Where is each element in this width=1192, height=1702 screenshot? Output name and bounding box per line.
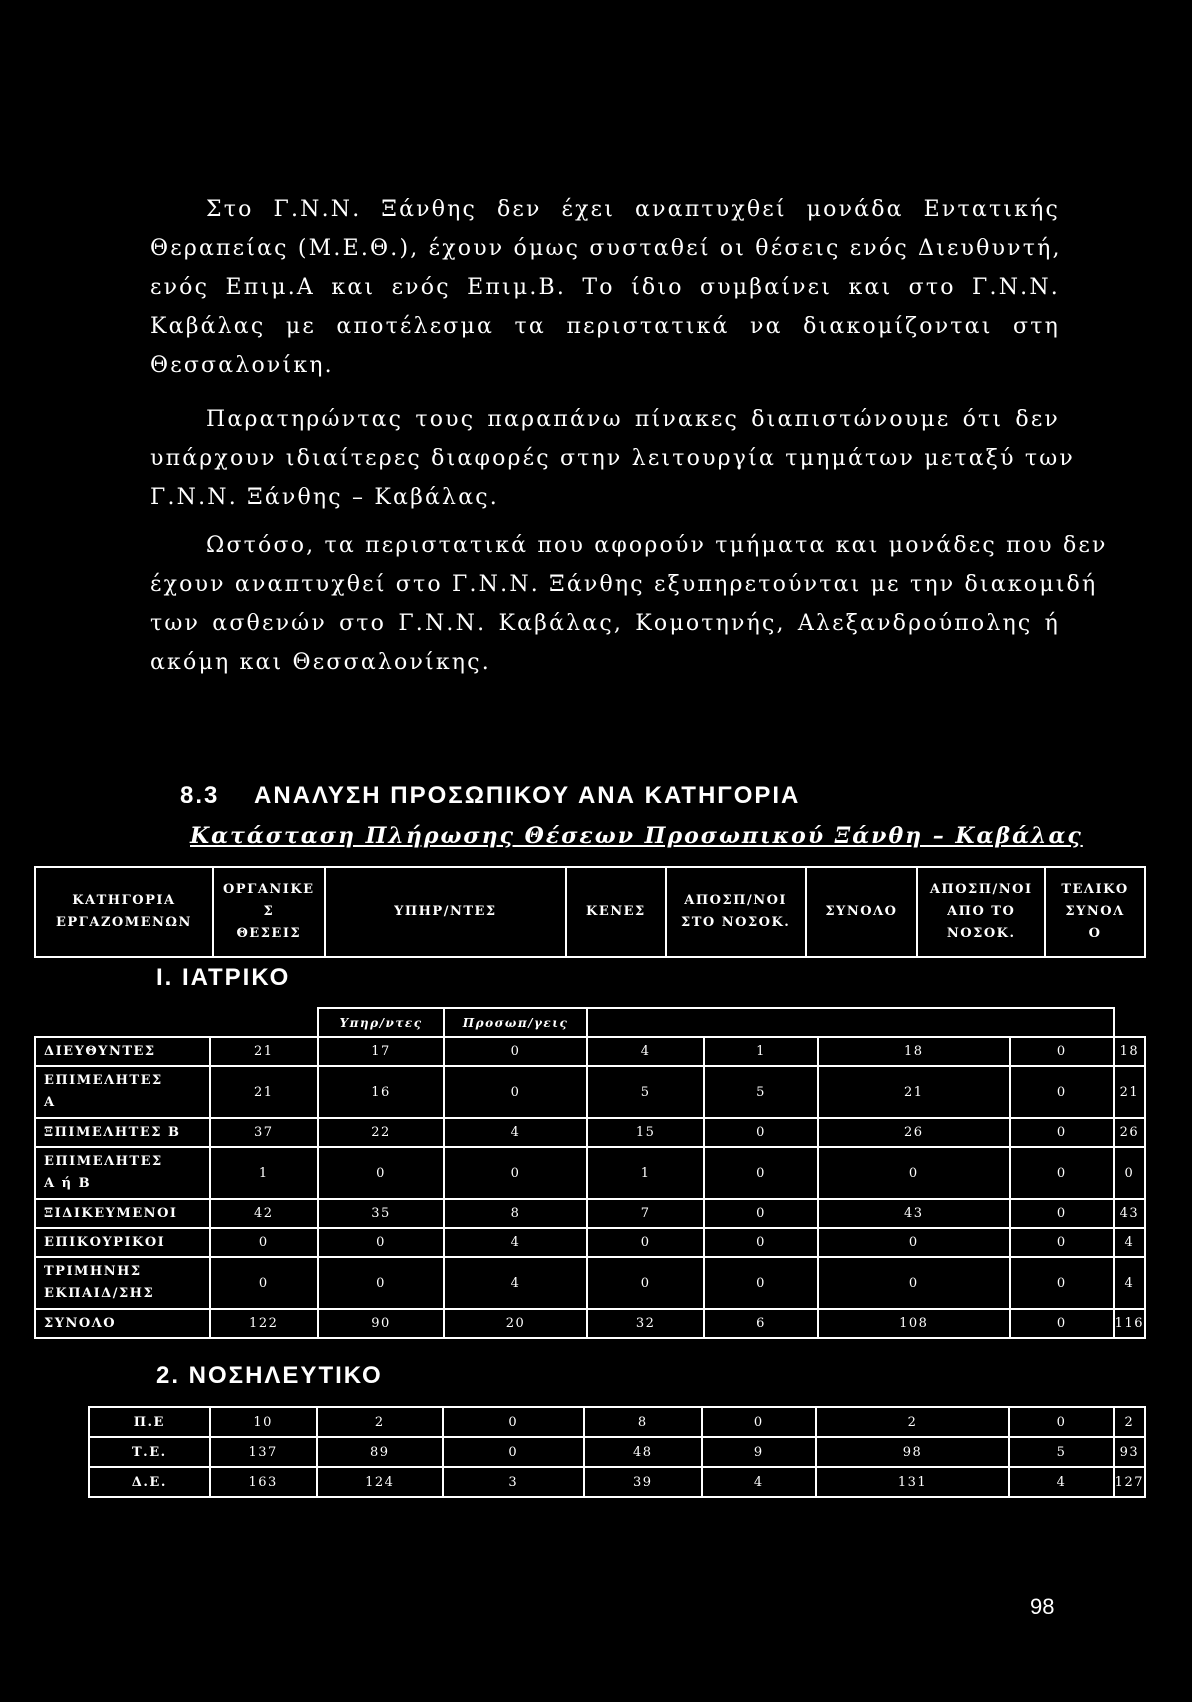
subheader-staff: Υπηρ/ντες (318, 1008, 444, 1037)
table-cell: 21 (1114, 1066, 1145, 1118)
table-cell: 124 (317, 1467, 443, 1497)
table-cell: 0 (818, 1228, 1010, 1257)
table-cell: 116 (1114, 1309, 1145, 1338)
table-cell: 16 (318, 1066, 444, 1118)
table-cell: 15 (587, 1118, 704, 1147)
paragraph (150, 400, 1075, 517)
table-cell: 5 (704, 1066, 817, 1118)
table-cell: 7 (587, 1199, 704, 1228)
table-cell: 48 (584, 1437, 702, 1467)
table-cell: 4 (444, 1118, 587, 1147)
paragraph-line: ακόμη και Θεσσαλονίκης. (150, 650, 491, 675)
table-cell: 4 (1114, 1257, 1145, 1309)
table-cell: 0 (1010, 1147, 1114, 1199)
table-cell: 39 (584, 1467, 702, 1497)
table-cell: 8 (444, 1199, 587, 1228)
table-cell: 2 (317, 1407, 443, 1437)
table-cell: 0 (443, 1407, 584, 1437)
table-cell: 0 (318, 1228, 444, 1257)
table-cell: 0 (1009, 1407, 1113, 1437)
header-category: ΚΑΤΗΓΟΡΙΑ ΕΡΓΑΖΟΜΕΝΩΝ (35, 867, 213, 957)
row-category: ΕΠΙΜΕΛΗΤΕΣ Α ή Β (35, 1147, 210, 1199)
table-row (35, 1257, 1145, 1309)
table-cell: 163 (210, 1467, 317, 1497)
table-cell: 0 (318, 1257, 444, 1309)
staffing-table-header (34, 866, 1146, 958)
table-cell: 0 (587, 1228, 704, 1257)
row-category: ΞΠΙΜΕΛΗΤΕΣ Β (35, 1118, 210, 1147)
row-category: ΤΡΙΜΗΝΗΣ ΕΚΠΑΙΔ/ΣΗΣ (35, 1257, 210, 1309)
paragraph-line: των ασθενών στο Γ.Ν.Ν. Καβάλας, Κομοτηνής, Αλεξανδρούπολης ή (150, 611, 1060, 636)
paragraph-line: Ωστόσο, τα περιστατικά που αφορούν τμήματα και μονάδες που δεν (206, 533, 1108, 558)
table-cell: 0 (1114, 1147, 1145, 1199)
row-category: Δ.Ε. (89, 1467, 210, 1497)
table-cell: 5 (587, 1066, 704, 1118)
table-row (89, 1407, 1145, 1437)
table-row (89, 1437, 1145, 1467)
paragraph (150, 526, 1108, 682)
paragraph-line: Γ.Ν.Ν. Ξάνθης – Καβάλας. (150, 485, 499, 510)
table-cell: 93 (1114, 1437, 1145, 1467)
table-row (35, 1118, 1145, 1147)
row-category: ΕΠΙΜΕΛΗΤΕΣ Α (35, 1066, 210, 1118)
paragraph (150, 190, 1060, 385)
table-cell: 5 (1009, 1437, 1113, 1467)
table-cell: 9 (702, 1437, 816, 1467)
table-cell: 10 (210, 1407, 317, 1437)
table-cell: 0 (1010, 1199, 1114, 1228)
paragraph-line: ενός Επιμ.Α και ενός Επιμ.Β. Το ίδιο συμβαίνει και στο Γ.Ν.Ν. (150, 275, 1060, 300)
subheader-empty (587, 1008, 1114, 1037)
table-cell: 4 (444, 1257, 587, 1309)
table-cell: 4 (1114, 1228, 1145, 1257)
table-cell: 0 (210, 1228, 318, 1257)
header-detached-from: ΑΠΟΣΠ/ΝΟΙ ΑΠΟ ΤΟ ΝΟΣΟΚ. (917, 867, 1045, 957)
table-row (35, 1228, 1145, 1257)
table-cell: 1 (587, 1147, 704, 1199)
table-cell: 0 (818, 1257, 1010, 1309)
table-cell: 0 (704, 1118, 817, 1147)
table-row (35, 1066, 1145, 1118)
table-cell: 89 (317, 1437, 443, 1467)
table-row (35, 1037, 1145, 1066)
table-cell: 0 (704, 1228, 817, 1257)
table-cell: 4 (587, 1037, 704, 1066)
table-cell: 0 (702, 1407, 816, 1437)
table-cell: 0 (704, 1199, 817, 1228)
table-cell: 21 (210, 1037, 318, 1066)
section-heading (180, 782, 800, 810)
table-cell: 2 (816, 1407, 1010, 1437)
table-cell: 0 (318, 1147, 444, 1199)
paragraph-line: Θεραπείας (Μ.Ε.Θ.), έχουν όμως συσταθεί οι θέσεις ενός Διευθυντή, (150, 236, 1062, 261)
table-cell: 0 (587, 1257, 704, 1309)
table-cell: 18 (1114, 1037, 1145, 1066)
table-row (35, 1199, 1145, 1228)
header-final-total: ΤΕΛΙΚΟ ΣΥΝΟΛ Ο (1045, 867, 1145, 957)
table-cell: 0 (1010, 1066, 1114, 1118)
table-cell: 21 (210, 1066, 318, 1118)
table-cell: 3 (443, 1467, 584, 1497)
table-cell: 4 (444, 1228, 587, 1257)
table-cell: 122 (210, 1309, 318, 1338)
table-cell: 26 (1114, 1118, 1145, 1147)
table-cell: 26 (818, 1118, 1010, 1147)
table-cell: 6 (704, 1309, 817, 1338)
row-category: ΕΠΙΚΟΥΡΙΚΟΙ (35, 1228, 210, 1257)
table-cell: 0 (1010, 1257, 1114, 1309)
paragraph-line: Παρατηρώντας τους παραπάνω πίνακες διαπιστώνουμε ότι δεν (206, 407, 1060, 432)
table-cell: 0 (818, 1147, 1010, 1199)
table-cell: 22 (318, 1118, 444, 1147)
table-cell: 0 (1010, 1228, 1114, 1257)
nursing-staff-table (88, 1406, 1146, 1498)
table-cell: 0 (210, 1257, 318, 1309)
table-cell: 21 (818, 1066, 1010, 1118)
table-cell: 0 (704, 1257, 817, 1309)
table-cell: 0 (444, 1037, 587, 1066)
table-cell: 0 (444, 1147, 587, 1199)
table-cell: 20 (444, 1309, 587, 1338)
table-row (35, 1147, 1145, 1199)
table-row (35, 1309, 1145, 1338)
section-title: ΑΝΑΛΥΣΗ ΠΡΟΣΩΠΙΚΟΥ ΑΝΑ ΚΑΤΗΓΟΡΙΑ (254, 782, 801, 809)
table-cell: 0 (444, 1066, 587, 1118)
category-label-nursing: 2. ΝΟΣΗΛΕΥΤΙΚΟ (156, 1362, 383, 1389)
paragraph-line: υπάρχουν ιδιαίτερες διαφορές στην λειτουργία τμημάτων μεταξύ των (150, 446, 1075, 471)
paragraph-line: Καβάλας με αποτέλεσμα τα περιστατικά να διακομίζονται στη (150, 314, 1060, 339)
table-cell: 137 (210, 1437, 317, 1467)
table-cell: 0 (1010, 1037, 1114, 1066)
table-cell: 108 (818, 1309, 1010, 1338)
header-vacant: ΚΕΝΕΣ (566, 867, 666, 957)
table-cell: 17 (318, 1037, 444, 1066)
header-total: ΣΥΝΟΛΟ (806, 867, 918, 957)
table-caption: Κατάσταση Πλήρωσης Θέσεων Προσωπικού Ξάνθη – Καβάλας (190, 823, 1083, 849)
subheader-spacer (35, 1008, 318, 1037)
paragraph-line: έχουν αναπτυχθεί στο Γ.Ν.Ν. Ξάνθης εξυπηρετούνται με την διακομιδή (150, 572, 1098, 597)
table-cell: 2 (1114, 1407, 1145, 1437)
table-cell: 131 (816, 1467, 1010, 1497)
table-cell: 98 (816, 1437, 1010, 1467)
row-category: ΞΙΔΙΚΕΥΜΕΝΟΙ (35, 1199, 210, 1228)
paragraph-line: Στο Γ.Ν.Ν. Ξάνθης δεν έχει αναπτυχθεί μονάδα Εντατικής (206, 197, 1060, 222)
table-cell: 4 (702, 1467, 816, 1497)
header-organic-positions: ΟΡΓΑΝΙΚΕ Σ ΘΕΣΕΙΣ (213, 867, 325, 957)
row-category: ΣΥΝΟΛΟ (35, 1309, 210, 1338)
section-number: 8.3 (180, 782, 220, 809)
table-cell: 0 (443, 1437, 584, 1467)
table-cell: 0 (1010, 1118, 1114, 1147)
subheader-personal: Προσωπ/γεις (444, 1008, 587, 1037)
header-detached-to: ΑΠΟΣΠ/ΝΟΙ ΣΤΟ ΝΟΣΟΚ. (666, 867, 806, 957)
table-cell: 32 (587, 1309, 704, 1338)
page-number: 98 (1030, 1594, 1055, 1619)
header-staff: ΥΠΗΡ/ΝΤΕΣ (325, 867, 566, 957)
category-label-medical: Ι. ΙΑΤΡΙΚΟ (156, 964, 291, 991)
row-category: Τ.Ε. (89, 1437, 210, 1467)
table-row (89, 1467, 1145, 1497)
row-category: ΔΙΕΥΘΥΝΤΕΣ (35, 1037, 210, 1066)
table-cell: 43 (818, 1199, 1010, 1228)
medical-staff-table (34, 1007, 1146, 1339)
table-cell: 127 (1114, 1467, 1145, 1497)
table-cell: 8 (584, 1407, 702, 1437)
table-cell: 1 (704, 1037, 817, 1066)
table-cell: 18 (818, 1037, 1010, 1066)
row-category: Π.Ε (89, 1407, 210, 1437)
table-cell: 0 (1010, 1309, 1114, 1338)
table-cell: 4 (1009, 1467, 1113, 1497)
table-cell: 90 (318, 1309, 444, 1338)
table-cell: 0 (704, 1147, 817, 1199)
table-cell: 42 (210, 1199, 318, 1228)
table-cell: 43 (1114, 1199, 1145, 1228)
table-cell: 37 (210, 1118, 318, 1147)
table-cell: 35 (318, 1199, 444, 1228)
table-cell: 1 (210, 1147, 318, 1199)
paragraph-line: Θεσσαλονίκη. (150, 353, 334, 378)
